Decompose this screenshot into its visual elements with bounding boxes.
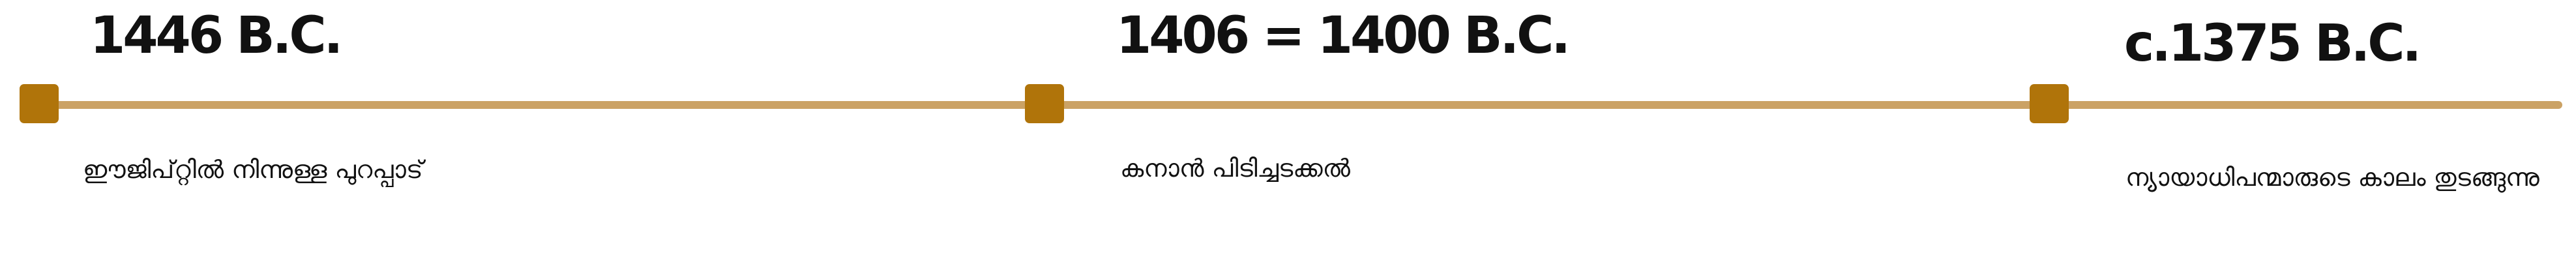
- event-label-exodus: ഈജിപ്റ്റിൽ നിന്നുള്ള പുറപ്പാട്: [83, 155, 423, 184]
- event-date-conquest: 1406 = 1400 B.C.: [1116, 7, 1568, 65]
- timeline-line: [39, 101, 2562, 109]
- timeline-marker-1446-bc: [20, 84, 59, 123]
- event-label-conquest: കനാൻ പിടിച്ചടക്കൽ: [1120, 154, 1351, 183]
- timeline-marker-1406-bc: [1025, 84, 1064, 123]
- event-date-exodus: 1446 B.C.: [90, 7, 341, 65]
- timeline-marker-1375-bc: [2030, 84, 2069, 123]
- event-label-judges: ന്യായാധിപന്മാരുടെ കാലം തുടങ്ങുന്നു: [2125, 163, 2539, 192]
- event-date-judges: c.1375 B.C.: [2124, 14, 2420, 73]
